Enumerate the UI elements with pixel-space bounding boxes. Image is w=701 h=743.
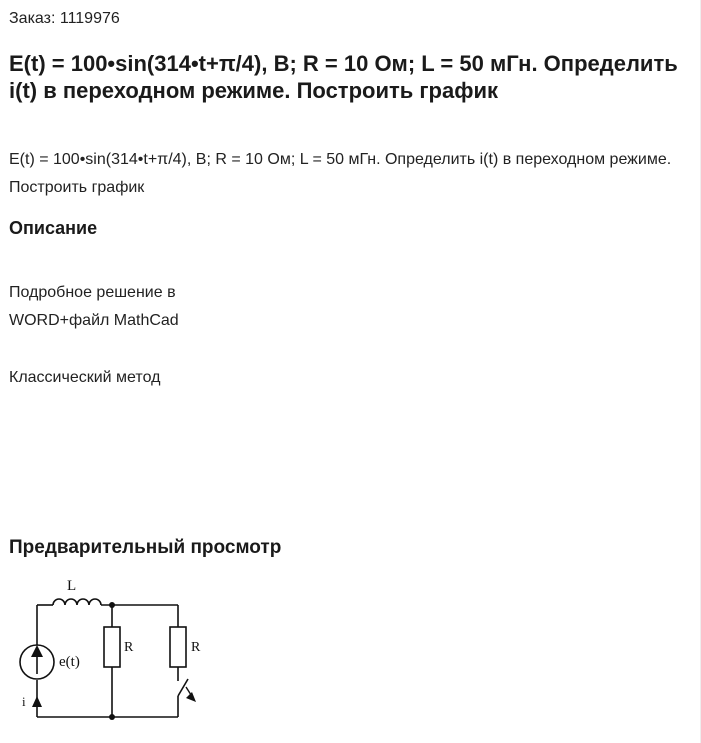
resistor-2-symbol [170, 627, 186, 667]
order-number: Заказ: 1119976 [9, 10, 120, 27]
source-arrow-head [31, 645, 43, 657]
current-label: i [22, 694, 26, 709]
switch-arrow-head [186, 692, 196, 702]
description-heading: Описание [9, 218, 98, 238]
resistor-2-label: R [191, 640, 201, 655]
description-line: WORD+файл MathCad [9, 312, 179, 329]
junction-dot [109, 602, 115, 608]
inductor-label: L [67, 578, 77, 594]
resistor-1-symbol [104, 627, 120, 667]
description-line: Подробное решение в [9, 284, 176, 301]
resistor-1-label: R [124, 640, 134, 655]
current-arrow-head [32, 696, 42, 707]
circuit-diagram [0, 570, 240, 743]
page-title: E(t) = 100•sin(314•t+π/4), В; R = 10 Ом; L = 50 мГн. Определить i(t) в переходном режиме. Построить график [9, 51, 678, 103]
description-line: Классический метод [9, 369, 161, 386]
junction-dot [109, 714, 115, 720]
preview-heading: Предварительный просмотр [9, 537, 282, 558]
source-label: e(t) [59, 654, 80, 670]
task-text: E(t) = 100•sin(314•t+π/4), В; R = 10 Ом; L = 50 мГн. Определить i(t) в переходном режиме. Построить график [9, 151, 672, 196]
inductor-symbol [53, 599, 101, 605]
